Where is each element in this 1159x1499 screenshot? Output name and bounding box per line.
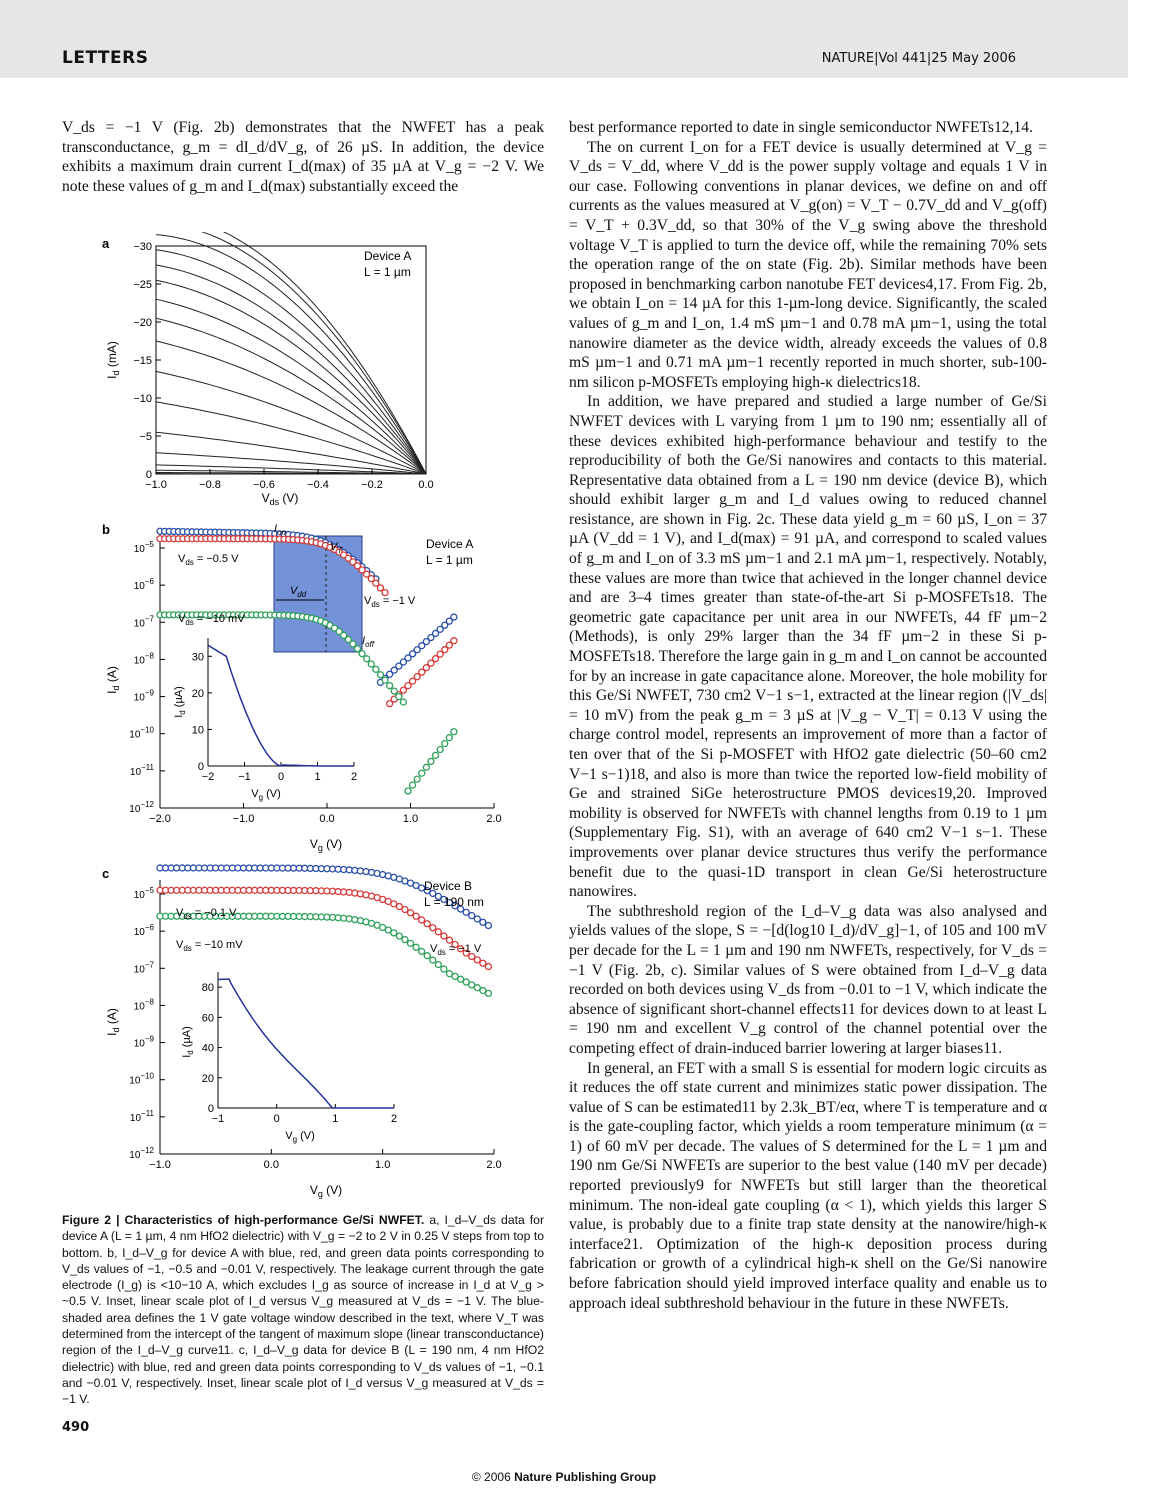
data-point (474, 957, 480, 963)
y-tick-label: $10^{-6}$ (133, 577, 154, 593)
inset-x-tick-label: 0 (273, 1113, 280, 1125)
id-vds-curve (156, 265, 426, 474)
inset-x-tick-label: 2 (350, 771, 358, 783)
data-point (435, 929, 441, 935)
y-tick-label: 0 (145, 469, 152, 481)
id-vds-curve (156, 371, 426, 474)
inset-y-tick-label: 60 (201, 1012, 214, 1025)
x-tick-label: −1.0 (145, 479, 167, 491)
inset-x-tick-label: −1 (211, 1113, 225, 1125)
x-tick-label: 1.0 (375, 1159, 391, 1171)
x-tick-label: 0.0 (319, 813, 335, 825)
data-point (469, 913, 475, 919)
y-tick-label: $10^{-6}$ (133, 923, 154, 939)
panel-a-length: L = 1 µm (364, 265, 411, 279)
caption-body: a, I_d–V_ds data for device A (L = 1 µm, 4 nm HfO2 dielectric) with V_g = −2 to 2 V in 0.25 V steps from top to bottom. b, I_d–V_g for device A with blue, red, and green data points corresponding to V_ds values of −1, −0.5 and −0.01 V, respectively. The leakage current through the gate electrode (I_g) is <10−10 A, which excludes I_g as source of increase in I_d at V_g > ~0.5 V. Inset, linear scale plot of I_d versus V_g measured at V_ds = −1 V. The blue-shaded area defines the 1 V gate voltage window described in the text, where V_T was determined from the intercept of the tangent of maximum slope (linear transconductance) region of the I_d–V_g curve11. c, I_d–V_g data for device B (L = 190 nm, 4 nm HfO2 dielectric) with blue, red and green data points corresponding to V_ds values of −1, −0.1 and −0.01 V, respectively. Inset, linear scale plot of I_d versus V_g measured at V_ds = −1 V. (62, 1213, 545, 1407)
copyright-text: © 2006 (471, 1470, 515, 1484)
x-tick-label: −1.0 (232, 813, 255, 825)
inset-xlabel: $V_g$ (V) (285, 1130, 315, 1144)
data-point (463, 909, 469, 915)
panel-a-chart (105, 232, 434, 507)
inset-x-tick-label: 0 (277, 771, 285, 783)
id-vds-curve (156, 341, 426, 474)
paragraph: The on current I_on for a FET device is usually determined at V_g = V_ds = V_dd, where V_dd is the power supply voltage and equals 1 V in our case. Following conventions in planar devices, we define on and off currents as the values measured at V_g(on) = V_T − 0.7V_dd and V_g(off) = V_T + 0.3V_dd, so that 30% of the V_g swing above the threshold voltage V_T is applied to turn the device off, while the remaining 70% sets the operation range of the on state (Fig. 2b). Similar methods have been proposed in benchmarking carbon nanotube FET devices4,17. From Fig. 2b, we obtain I_on = 14 µA for this 1-µm-long device. Significantly, the scaled values of g_m and I_on, 1.4 mS µm−1 and 0.78 mA µm−1, using the total nanowire diameter as the device width, already exceeds the values of 0.8 mS µm−1 and 0.71 mA µm−1 recently reported in much shorter, sub-100-nm silicon p-MOSFETs employing high-κ dielectrics18. (569, 138, 1047, 391)
data-point (359, 651, 365, 657)
data-point (402, 937, 408, 943)
data-point (446, 735, 452, 741)
inset-x-tick-label: 1 (314, 771, 321, 783)
y-tick-label: $10^{-11}$ (129, 762, 154, 778)
c-label-vds-10mv: $V_{ds} = -10$ mV (176, 939, 243, 953)
data-point (441, 966, 447, 972)
data-point (474, 916, 480, 922)
data-point (368, 661, 374, 667)
data-point (423, 764, 429, 770)
data-point (413, 944, 419, 950)
paragraph: V_ds = −1 V (Fig. 2b) demonstrates that the NWFET has a peak transconductance, g_m = dI_d/dV_g, of 26 µS. In addition, the device exhibits a maximum drain current I_d(max) of 35 µA at V_g = −2 V. We note these values of g_m and I_d(max) substantially exceed the (62, 119, 544, 195)
x-tick-label: −1.0 (149, 1159, 171, 1171)
x-tick-label: −0.4 (307, 479, 329, 491)
id-vds-curve (156, 299, 426, 474)
panel-c-ylabel: $I_d$ (A) (105, 1008, 121, 1036)
data-point (433, 752, 439, 758)
figure-caption (62, 1212, 544, 1408)
y-tick-label: $10^{-8}$ (133, 997, 154, 1013)
data-point (480, 919, 486, 925)
panel-b-letter: b (102, 522, 110, 537)
data-point (410, 782, 416, 788)
inset-x-tick-label: −1 (238, 771, 251, 783)
y-tick-label: $10^{-12}$ (129, 1146, 154, 1161)
y-tick-label: $10^{-7}$ (133, 614, 154, 630)
y-tick-label: $10^{-5}$ (133, 540, 154, 555)
paragraph: In addition, we have prepared and studied a large number of Ge/Si NWFET devices with L varying from 1 µm to 190 nm; essentially all of these devices exhibited high-performance behaviour and testify to the reproducibility of both the Ge/Si nanowires and contacts to this material. Representative data obtained from a L = 190 nm device (device B), which should exhibit larger g_m and I_d values owing to reduced channel resistance, are shown in Fig. 2c. These data yield g_m = 60 µS, I_on = 37 µA (V_dd = 1 V), and I_d(max) = 91 µA, and correspond to scaled values of g_m and I_on of 3.3 mS µm−1 and 2.1 mA µm−1, respectively. Notably, these values are more than twice that achieved in the longer channel device and are 3–4 times greater than state-of-the-art Si p-MOSFETs18. The geometric gate capacitance per unit area in our NWFETs, 44 fF µm−2 (Methods), is only 29% larger than the 34 fF µm−2 in these Si p-MOSFETs18. Therefore the large gain in g_m and I_on cannot be accounted for by an increase in gate capacitance alone. Moreover, the hole mobility for this Ge/Si NWFET, 730 cm2 V−1 s−1, extracted at the linear region (|V_ds| = 10 mV) from the peak g_m = 3 µS at |V_g − V_T| = 0.13 V using the charge control model, represents an improvement of more than a factor of ten over that of the Si p-MOSFET with HfO2 gate dielectric (50–60 cm2 V−1 s−1)18, and also is more than twice the reported low-field mobility of Ge and strained SiGe heterostructure PMOS devices19,20. Improved mobility is observed for NWFETs with channel lengths from 0.19 to 1 µm (Supplementary Fig. S1), with an average of 640 cm2 V−1 s−1. These improvements over planar device structures thus verify the performance benefit due to the quasi-1D transport in clean Ge/Si heterostructure nanowires. (569, 393, 1047, 901)
y-tick-label: $10^{-10}$ (129, 1071, 154, 1087)
y-tick-label: $10^{-12}$ (129, 800, 154, 815)
data-point (442, 741, 448, 747)
b-label-vds-1: $V_{ds} = -1$ V (364, 595, 416, 609)
panel-c-device: Device B (424, 879, 473, 893)
paragraph: The subthreshold region of the I_d–V_g data was also analysed and yields values of the slope, S = −[d(log10 I_d)/dV_g]−1, of 105 and 100 mV per decade for the L = 1 µm and 190 nm NWFETs, respectively, for V_ds = −1 V (Fig. 2b, c). Similar values of S were obtained from I_d–V_g data recorded on both devices using V_ds from −0.01 to −1 V, which indicate the absence of significant short-channel effects11 for devices down to at least L = 190 nm and excellent V_g control of the channel potential over the competing effect of drain-induced barrier lowering at larger biases11. (569, 902, 1047, 1057)
inset-curve (218, 979, 394, 1108)
data-point (402, 907, 408, 913)
data-point (413, 913, 419, 919)
y-tick-label: −20 (133, 317, 152, 329)
y-tick-label: −15 (133, 355, 152, 367)
panel-a-xlabel: $V_{ds}$ (V) (261, 491, 299, 507)
panel-a-letter: a (102, 236, 110, 251)
inset-y-tick-label: 0 (207, 1103, 214, 1115)
data-point (408, 940, 414, 946)
panel-b-inset (173, 638, 357, 802)
y-tick-label: $10^{-7}$ (133, 960, 154, 976)
y-tick-label: −5 (139, 431, 152, 443)
panel-b-ylabel: $I_d$ (A) (105, 666, 121, 694)
data-point (364, 656, 370, 662)
inset-ylabel: $I_d$ (µA) (173, 686, 187, 718)
data-point (419, 917, 425, 923)
id-vds-curve (156, 318, 426, 474)
x-tick-label: 2.0 (486, 813, 502, 825)
panel-c-inset (181, 972, 397, 1144)
data-point (441, 933, 447, 939)
data-point (414, 776, 420, 782)
y-tick-label: $10^{-8}$ (133, 651, 154, 667)
right-column (569, 118, 1047, 1313)
panel-c-letter: c (102, 866, 110, 881)
y-tick-label: $10^{-5}$ (133, 886, 154, 901)
data-point (382, 677, 388, 683)
data-point (354, 646, 360, 652)
y-tick-label: $10^{-11}$ (129, 1108, 154, 1124)
y-tick-label: $10^{-9}$ (133, 688, 154, 704)
panel-b-device: Device A (426, 537, 474, 551)
id-vds-curve (156, 250, 426, 474)
y-tick-label: $10^{-9}$ (133, 1034, 154, 1050)
c-label-vds-1: $V_{ds} = -1$ V (430, 943, 482, 957)
publisher-name: Nature Publishing Group (514, 1470, 657, 1484)
panel-b-xlabel: $V_g$ (V) (309, 837, 343, 853)
data-point (485, 990, 491, 996)
data-point (391, 688, 397, 694)
copyright (0, 1470, 1128, 1484)
panel-a-ylabel: $I_d$ (mA) (105, 341, 121, 379)
inset-x-tick-label: 1 (332, 1113, 339, 1125)
vt-label: $V_T$ (330, 541, 343, 555)
data-point (377, 672, 383, 678)
paragraph: In general, an FET with a small S is essential for modern logic circuits as it reduces the off state current and minimizes static power dissipation. The value of S can be estimated11 by 2.3k_BT/eα, where T is temperature and α is the gate-coupling factor, which yields a room temperature minimum (α = 1) of 60 mV per decade. The values of S determined for the L = 1 µm and 190 nm Ge/Si NWFETs are superior to the best value (140 mV per decade) reported previously9 for NWFETs but still larger than the theoretical minimum. The non-ideal gate coupling (α < 1), which yields this larger S value, is probably due to a finite trap state density at the nanowire/high-κ interface21. Optimization of the high-κ deposition process during fabrication or growth of a cylindrical high-κ shell on the Ge/Si nanowire before fabrication should yield improved interface quality and enable us to approach ideal subthreshold behaviour in the future in these NWFETs. (569, 1059, 1047, 1312)
y-tick-label: −25 (133, 279, 152, 291)
data-point (424, 921, 430, 927)
inset-x-tick-label: −2 (201, 771, 215, 783)
panel-c-xlabel: $V_g$ (V) (309, 1183, 343, 1199)
journal-info: NATURE|Vol 441|25 May 2006 (821, 51, 1016, 66)
data-point (419, 770, 425, 776)
vdd-label: $V_{dd}$ (290, 585, 307, 599)
data-point (396, 933, 402, 939)
left-column (62, 118, 544, 196)
inset-y-tick-label: 20 (201, 1072, 214, 1085)
page-number: 490 (62, 1420, 90, 1435)
data-point (419, 948, 425, 954)
b-label-vds-05: $V_{ds} = -0.5$ V (178, 553, 239, 567)
data-point (430, 957, 436, 963)
page-header (0, 0, 1128, 78)
inset-xlabel: $V_g$ (V) (251, 788, 281, 802)
panel-c-length: L = 190 nm (424, 895, 484, 909)
data-point (451, 729, 457, 735)
data-point (435, 962, 441, 968)
data-point (437, 747, 443, 753)
x-tick-label: 2.0 (486, 1159, 502, 1171)
inset-x-tick-label: 2 (390, 1113, 398, 1125)
inset-ylabel: $I_d$ (µA) (181, 1026, 195, 1058)
x-tick-label: −2.0 (149, 813, 171, 825)
data-point (373, 666, 379, 672)
panel-a-device: Device A (364, 249, 412, 263)
data-point (408, 910, 414, 916)
data-point (428, 758, 434, 764)
ion-label: $I_{on}$ (274, 523, 286, 537)
ioff-label: $I_{off}$ (362, 635, 374, 649)
data-point (480, 960, 486, 966)
paragraph: best performance reported to date in single semiconductor NWFETs12,14. (569, 119, 1033, 136)
data-point (405, 788, 411, 794)
inset-y-tick-label: 30 (191, 651, 204, 664)
data-point (485, 923, 491, 929)
id-vds-curve (156, 402, 426, 474)
panel-c-chart (105, 865, 502, 1199)
data-point (430, 925, 436, 931)
inset-y-tick-label: 0 (197, 761, 204, 773)
section-label: LETTERS (62, 48, 149, 68)
x-tick-label: 0.0 (418, 479, 434, 491)
b-label-vds-10mv: $V_{ds} = -10$ mV (178, 613, 245, 627)
panel-b-chart (105, 523, 502, 853)
x-tick-label: −0.2 (361, 479, 383, 491)
data-point (451, 638, 457, 644)
data-point (400, 699, 406, 705)
y-tick-label: $10^{-10}$ (129, 725, 154, 741)
data-point (485, 964, 491, 970)
x-tick-label: 0.0 (263, 1159, 279, 1171)
x-tick-label: −0.6 (253, 479, 275, 491)
panel-b-length: L = 1 µm (426, 553, 473, 567)
inset-y-tick-label: 40 (201, 1042, 214, 1055)
inset-y-tick-label: 20 (191, 687, 204, 700)
caption-title: Figure 2 | Characteristics of high-performance Ge/Si NWFET. (62, 1213, 425, 1227)
y-tick-label: −30 (133, 241, 152, 253)
y-tick-label: −10 (133, 393, 152, 405)
data-point (396, 694, 402, 700)
c-label-vds-01: $V_{ds} = -0.1$ V (176, 907, 237, 921)
inset-curve (208, 645, 354, 766)
figure-svg (90, 232, 550, 1212)
x-tick-label: −0.8 (199, 479, 221, 491)
data-point (387, 683, 393, 689)
inset-y-tick-label: 10 (191, 724, 204, 737)
data-point (451, 614, 457, 620)
inset-y-tick-label: 80 (201, 982, 214, 995)
x-tick-label: 1.0 (402, 813, 419, 825)
figure-2 (90, 232, 550, 1212)
